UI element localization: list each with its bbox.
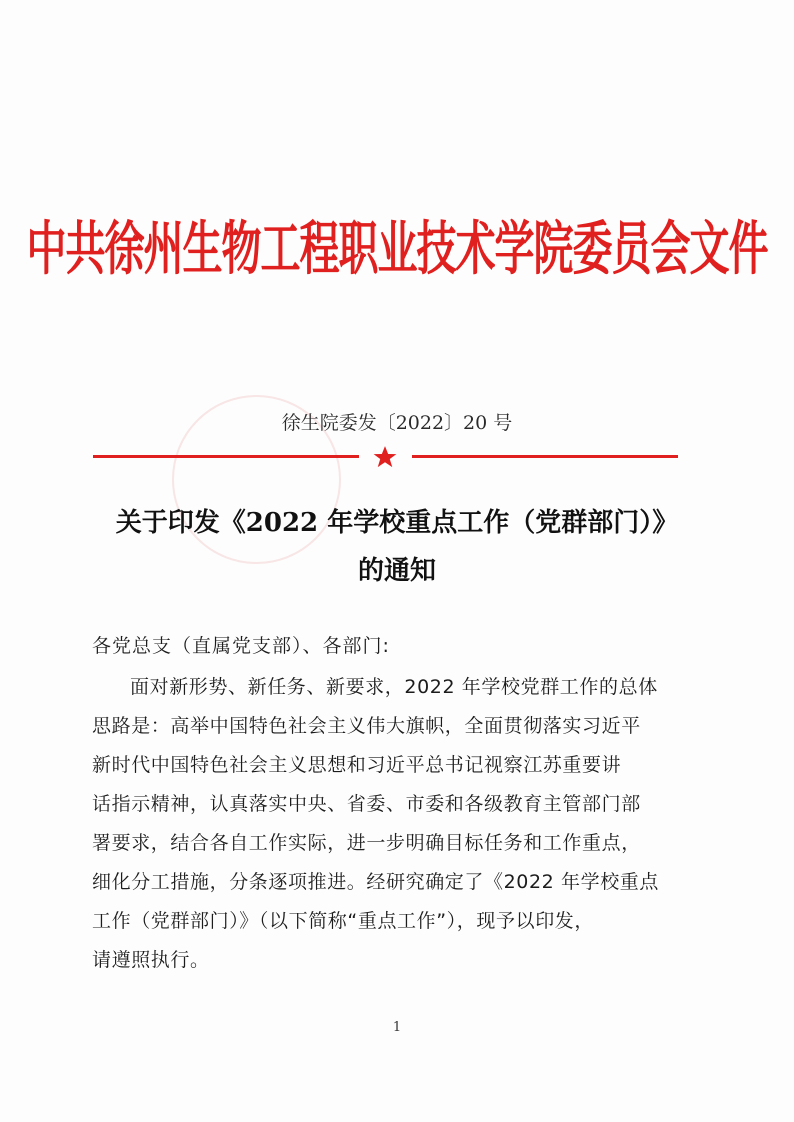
- star-icon: [372, 444, 398, 470]
- body-line: 请遵照执行。: [92, 949, 210, 971]
- notice-title-line-2: 的通知: [357, 556, 436, 586]
- page-number: 1: [392, 1020, 402, 1035]
- body-line: 新时代中国特色社会主义思想和习近平总书记视察江苏重要讲: [92, 754, 622, 776]
- notice-title-line-1: 关于印发《2022 年学校重点工作（党群部门）》: [115, 508, 679, 538]
- body-line: 署要求，结合各自工作实际，进一步明确目标任务和工作重点，: [92, 832, 641, 854]
- salutation: 各党总支（直属党支部）、各部门:: [92, 635, 390, 657]
- body-line: 细化分工措施，分条逐项推进。经研究确定了《2022 年学校重点: [92, 871, 659, 893]
- body-line: 思路是：高举中国特色社会主义伟大旗帜，全面贯彻落实习近平: [92, 715, 641, 737]
- red-divider-right: [412, 455, 678, 458]
- body-line: 话指示精神，认真落实中央、省委、市委和各级教育主管部门部: [92, 793, 641, 815]
- body-line: 工作（党群部门）》（以下简称“重点工作”），现予以印发，: [92, 910, 594, 932]
- document-number: 徐生院委发〔2022〕20 号: [281, 412, 513, 434]
- red-divider-left: [93, 455, 359, 458]
- body-line: 面对新形势、新任务、新要求，2022 年学校党群工作的总体: [130, 676, 658, 698]
- document-header-title: 中共徐州生物工程职业技术学院委员会文件: [26, 216, 768, 284]
- body-paragraph: [92, 668, 702, 980]
